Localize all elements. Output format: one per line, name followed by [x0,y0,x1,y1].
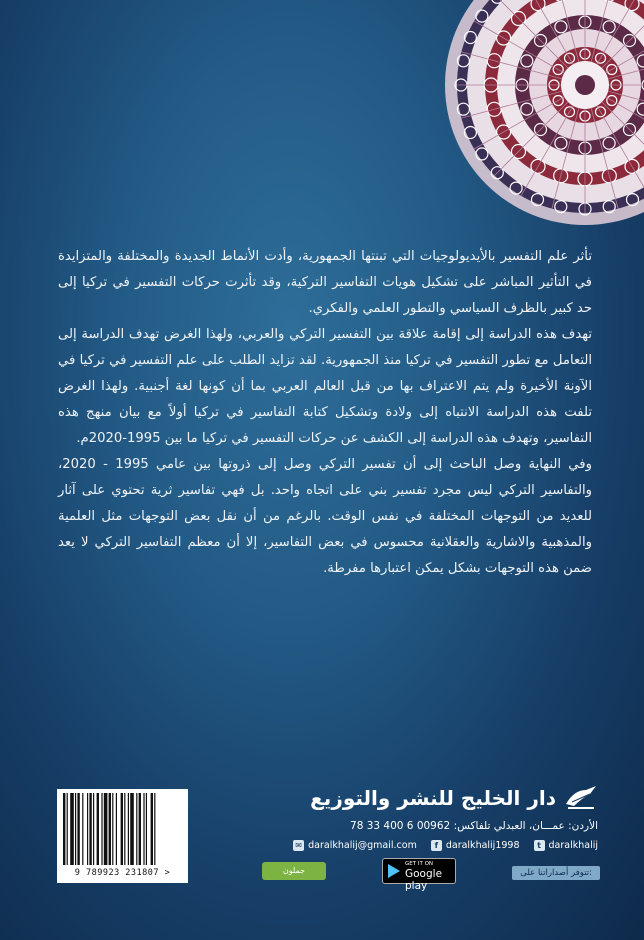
social-row [258,840,598,851]
publisher-phone: 78 33 400 6 00962 [350,820,451,832]
publisher-address: الأردن: عمـــان، العبدلي تلفاكس: [453,820,598,832]
blurb-text [58,244,592,582]
facebook-icon: f [431,840,442,851]
availability-label: تتوفر أصداراتنا على: [512,866,600,880]
google-play-icon [388,864,400,878]
twitter-handle: daralkhalij [548,840,598,851]
google-play-badge[interactable] [382,858,456,892]
google-play-small-text: GET IT ON [405,861,434,867]
email-link[interactable] [293,840,417,851]
publisher-block [258,784,598,832]
isbn-digits: 9 789923 231807 > [74,868,171,878]
paragraph-1: تأثر علم التفسير بالأيديولوجيات التي تبنتها الجمهورية، وأدت الأنماط الجديدة والمختلفة والمتزايدة في التأثير المباشر على تشكيل هويات التفاسير التركية، وقد تأثرت حركات التفسير في تركيا إلى حد كبير بالظرف السياسي والتطور العلمي والفكري. [58,249,592,316]
publisher-name: دار الخليج للنشر والتوزيع [310,786,556,810]
paragraph-2: تهدف هذه الدراسة إلى إقامة علاقة بين التفسير التركي والعربي، ولهذا الغرض تهدف الدراسة إلى التعامل مع تطور التفسير في تركيا منذ الجمهورية. لقد تزايد الطلب على علم التفسير في تركيا في الآونة الأخيرة ولم يتم الاعتراف بها من قبل العالم العربي بما أن كونها لغة أجنبية. ولهذا الغرض تلفت هذه الدراسة الانتباه إلى ولادة وتشكيل كتابة التفاسير في تركيا أولاً مع بيان منهج هذه التفاسير، وتهدف هذه الدراسة إلى الكشف عن حركات التفسير في تركيا ما بين 1995-2020م. [58,327,592,446]
paragraph-3: وفي النهاية وصل الباحث إلى أن تفسير التركي وصل إلى ذروتها بين عامي 1995 - 2020، والتفاسير التركي ليس مجرد تفسير بني على اتجاه واحد. بل فهي تفاسير ثرية تحتوي على آثار للعديد من التوجهات المختلفة في نفس الوقت. بالرغم من أن نقل بعض التوجهات مثل العلمية والمذهبية والاشارية والعقلانية محسوس في بعض التفاسير، إلا أن معظم التفاسير التركي لا يعد ضمن هذه التوجهات بشكل يمكن اعتبارها مفرطة. [58,457,592,576]
publisher-contact [258,820,598,832]
email-address: daralkhalij@gmail.com [308,840,417,851]
facebook-link[interactable] [431,840,520,851]
store-badges-row [256,858,600,892]
jamalon-badge[interactable]: جملون [262,862,326,880]
publisher-logo-icon [564,784,598,812]
google-play-big-text: Google play [405,868,443,892]
isbn-barcode [57,789,188,883]
twitter-link[interactable] [534,840,598,851]
barcode-bars [61,793,184,867]
email-icon: ✉ [293,840,304,851]
facebook-handle: daralkhalij1998 [445,840,520,851]
twitter-icon: t [534,840,545,851]
mandala-ornament [440,0,644,230]
